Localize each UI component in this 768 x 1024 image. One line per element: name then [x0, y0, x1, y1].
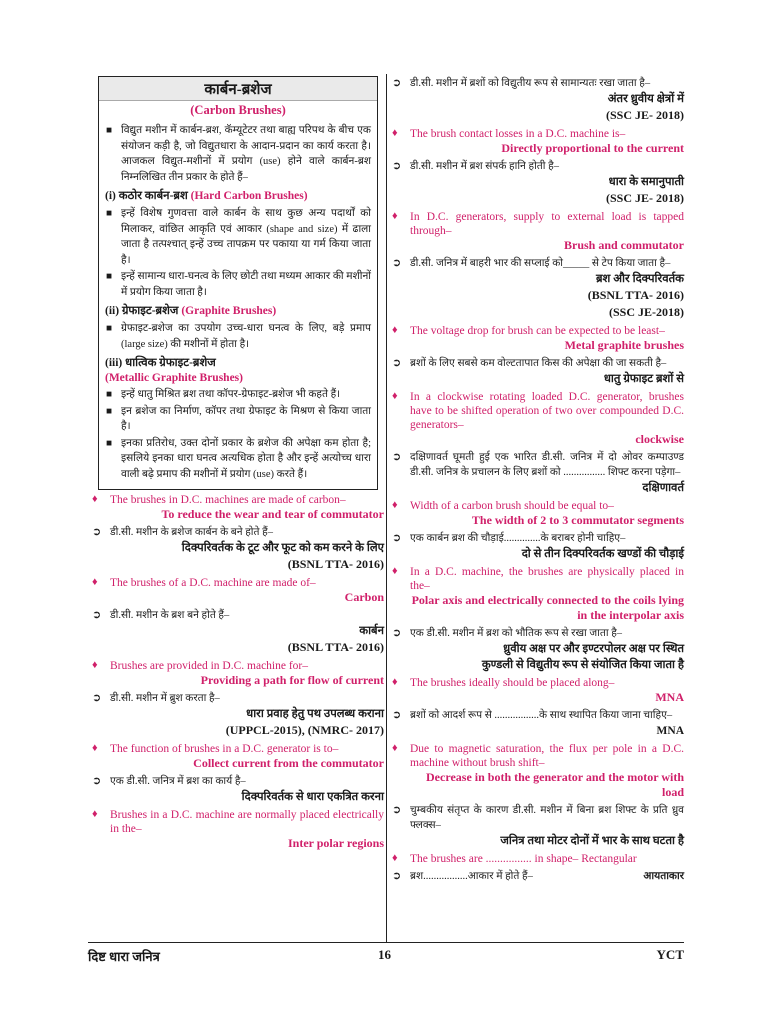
question-en: ♦ In D.C. generators, supply to external load is tapped through– Brush and commutator: [392, 210, 684, 252]
question-en: ♦ The brushes ideally should be placed along– MNA: [392, 676, 684, 704]
page-footer: [88, 942, 684, 965]
answer-hi: जनित्र तथा मोटर दोनों में भार के साथ घटता है: [500, 835, 684, 847]
arrow-bullet-icon: ➲: [92, 775, 102, 787]
answer-en: Carbon: [344, 590, 384, 604]
answer-en: Directly proportional to the current: [501, 141, 684, 155]
left-column: [88, 76, 384, 851]
question-hi: ➲ ब्रश.................आकार में होते हैं– आयताकार: [392, 870, 684, 882]
diamond-bullet-icon: ♦: [92, 493, 98, 505]
arrow-bullet-icon: ➲: [392, 357, 402, 369]
exam-reference: (BSNL TTA- 2016): [287, 640, 384, 654]
question-hi: ➲ एक डी.सी. मशीन में ब्रश को भौतिक रूप से रखा जाता है– ध्रुवीय अक्ष पर और इण्टरपोलर अक्ष पर स्थित कुण्डली से विद्युतीय रूप से संयोजित किया जाता है: [392, 627, 684, 671]
diamond-bullet-icon: ♦: [392, 565, 398, 577]
arrow-bullet-icon: ➲: [92, 526, 102, 538]
arrow-bullet-icon: ➲: [392, 870, 402, 882]
question-hi: ➲ डी.सी. मशीन में ब्रुश करता है– धारा प्रवाह हेतु पथ उपलब्ध कराना (UPPCL-2015), (NMRC- 2017): [92, 692, 384, 737]
answer-en: Decrease in both the generator and the motor with load: [426, 770, 684, 799]
diamond-bullet-icon: ♦: [392, 210, 398, 222]
diamond-bullet-icon: ♦: [392, 324, 398, 336]
exam-reference: (BSNL TTA- 2016): [587, 288, 684, 302]
publisher-mark: YCT: [656, 947, 684, 962]
diamond-bullet-icon: ♦: [92, 808, 98, 820]
answer-en: Brush and commutator: [563, 238, 684, 252]
box-subheading: (i) कठोर कार्बन-ब्रश (Hard Carbon Brushes): [105, 190, 308, 202]
question-hi: ➲ डी.सी. जनित्र में बाहरी भार की सप्लाई को_____ से टेप किया जाता है– ब्रश और दिक्परिवर्तक (BSNL TTA- 2016) (SSC JE-2018): [392, 257, 684, 319]
question-en: ♦ Width of a carbon brush should be equal to– The width of 2 to 3 commutator segments: [392, 499, 684, 527]
exam-reference: (BSNL TTA- 2016): [287, 557, 384, 571]
answer-hi: धारा प्रवाह हेतु पथ उपलब्ध कराना: [246, 708, 384, 720]
arrow-bullet-icon: ➲: [392, 627, 402, 639]
arrow-bullet-icon: ➲: [392, 77, 402, 89]
box-title-en: (Carbon Brushes): [190, 103, 286, 117]
box-paragraph: ■ इनका प्रतिरोध, उक्त दोनों प्रकार के ब्रशेज की अपेक्षा कम होता है; इसलिये इनका धारा घनत्व अत्यधिक होता है और इन्हें अत्योच्च धारा वाली बढ़े प्रमाप की मशीनों में प्रयोग (use) करते हैं।: [106, 437, 371, 480]
question-en: ♦ In a clockwise rotating loaded D.C. generator, brushes have to be shifted operation of two over compounded D.C. generators– clockwise: [392, 390, 684, 446]
box-paragraph: ■ इन्हें धातु मिश्रित ब्रश तथा कॉपर-ग्रेफाइट-ब्रशेज भी कहते हैं।: [99, 387, 377, 403]
arrow-bullet-icon: ➲: [392, 709, 402, 721]
arrow-bullet-icon: ➲: [92, 692, 102, 704]
answer-en: Inter polar regions: [287, 836, 384, 850]
answer-hi: दिक्परिवर्तक से धारा एकत्रित करना: [241, 791, 384, 803]
question-en: ♦ The brushes in D.C. machines are made of carbon– To reduce the wear and tear of commutator: [92, 493, 384, 521]
question-hi: ➲ एक डी.सी. जनित्र में ब्रश का कार्य है– दिक्परिवर्तक से धारा एकत्रित करना: [92, 775, 384, 803]
diamond-bullet-icon: ♦: [392, 499, 398, 511]
exam-reference: (UPPCL-2015), (NMRC- 2017): [225, 723, 384, 737]
question-en: ♦ In a D.C. machine, the brushes are physically placed in the– Polar axis and electrically connected to the coils lying in the interpolar axis: [392, 565, 684, 622]
box-paragraph: ■ इन ब्रशेज का निर्माण, कॉपर तथा ग्रेफाइट के मिश्रण से किया जाता है।: [106, 405, 371, 432]
question-en: ♦ The brushes of a D.C. machine are made of– Carbon: [92, 576, 384, 604]
arrow-bullet-icon: ➲: [392, 160, 402, 172]
answer-en: Collect current from the commutator: [193, 756, 384, 770]
box-paragraph: ■ इन्हें सामान्य धारा-घनत्व के लिए छोटी तथा मध्यम आकार की मशीनों में प्रयोग किया जाता है।: [106, 271, 371, 298]
box-paragraph: ■ इन्हें विशेष गुणवत्ता वाले कार्बन के साथ कुछ अन्य पदार्थों को मिलाकर, वांछित आकृति एवं आकार (shape and size) में ढाला जाता है तत्पश्चात् इन्हें उच्च तापक्रम पर पकाया या गर्म किया जाता है।: [106, 208, 371, 266]
diamond-bullet-icon: ♦: [392, 742, 398, 754]
diamond-bullet-icon: ♦: [392, 676, 398, 688]
question-en: ♦ Brushes in a D.C. machine are normally placed electrically in the– Inter polar regions: [92, 808, 384, 850]
question-hi: ➲ डी.सी. मशीन में ब्रशों को विद्युतीय रूप से सामान्यतः रखा जाता है– अंतर ध्रुवीय क्षेत्रों में (SSC JE- 2018): [392, 77, 684, 122]
answer-hi: धातु ग्रेफाइट ब्रशों से: [603, 373, 684, 385]
question-hi: ➲ एक कार्बन ब्रश की चौड़ाई..............के बराबर होनी चाहिए– दो से तीन दिक्परिवर्तक खण्डों की चौड़ाई: [392, 532, 684, 560]
question-en: ♦ The brush contact losses in a D.C. machine is– Directly proportional to the current: [392, 127, 684, 155]
answer-en: clockwise: [635, 432, 684, 446]
question-en: ♦ The voltage drop for brush can be expected to be least– Metal graphite brushes: [392, 324, 684, 352]
square-bullet-icon: ■: [106, 271, 113, 282]
answer-hi: ध्रुवीय अक्ष पर और इण्टरपोलर अक्ष पर स्थित: [503, 643, 684, 655]
square-bullet-icon: ■: [106, 208, 113, 219]
diamond-bullet-icon: ♦: [92, 659, 98, 671]
carbon-brushes-info-box: [98, 76, 378, 490]
question-hi: ➲ डी.सी. मशीन में ब्रश संपर्क हानि होती है– धारा के समानुपाती (SSC JE- 2018): [392, 160, 684, 205]
answer-en: To reduce the wear and tear of commutator: [161, 507, 384, 521]
square-bullet-icon: ■: [106, 323, 113, 334]
question-hi: ➲ चुम्बकीय संतृप्त के कारण डी.सी. मशीन में बिना ब्रश शिफ्ट के प्रति ध्रुव फ्लक्स– जनित्र तथा मोटर दोनों में भार के साथ घटता है: [392, 804, 684, 847]
column-divider: [386, 74, 387, 942]
question-en: ♦ Brushes are provided in D.C. machine for– Providing a path for flow of current: [92, 659, 384, 687]
square-bullet-icon: ■: [106, 405, 113, 417]
answer-hi: दो से तीन दिक्परिवर्तक खण्डों की चौड़ाई: [521, 548, 684, 560]
question-hi: ➲ ब्रशों को आदर्श रूप से .................के साथ स्थापित किया जाना चाहिए– MNA: [392, 709, 684, 737]
diamond-bullet-icon: ♦: [92, 576, 98, 588]
answer-hi: दिक्परिवर्तक के टूट और फूट को कम करने के लिए: [181, 542, 384, 554]
answer-hi: अंतर ध्रुवीय क्षेत्रों में: [607, 93, 684, 105]
answer-hi: दक्षिणावर्त: [642, 482, 684, 494]
box-paragraph: ■ ग्रेफाइट-ब्रशेज का उपयोग उच्च-धारा घनत्व के लिए, बड़े प्रमाप (large size) की मशीनों में होता है।: [106, 323, 371, 350]
question-hi: ➲ डी.सी. मशीन के ब्रशेज कार्बन के बने होते हैं– दिक्परिवर्तक के टूट और फूट को कम करने के लिए (BSNL TTA- 2016): [92, 526, 384, 571]
square-bullet-icon: ■: [106, 437, 113, 449]
box-subheading: (ii) ग्रेफाइट-ब्रशेज (Graphite Brushes): [105, 305, 277, 317]
arrow-bullet-icon: ➲: [392, 532, 402, 544]
square-bullet-icon: ■: [106, 125, 113, 136]
arrow-bullet-icon: ➲: [92, 609, 102, 621]
answer-hi: कुण्डली से विद्युतीय रूप से संयोजित किया जाता है: [481, 659, 684, 671]
question-hi: ➲ ब्रशों के लिए सबसे कम वोल्टतापात किस की अपेक्षा की जा सकती है– धातु ग्रेफाइट ब्रशों से: [392, 357, 684, 385]
answer-en: Polar axis and electrically connected to the coils lying in the interpolar axis: [411, 593, 684, 622]
footer-chapter-title: दिष्ट धारा जनित्र: [88, 949, 160, 964]
question-en: ♦ Due to magnetic saturation, the flux per pole in a D.C. machine without brush shift– Decrease in both the generator and the motor with load: [392, 742, 684, 799]
answer-hi: ब्रश और दिक्परिवर्तक: [595, 273, 684, 285]
exam-reference: (SSC JE- 2018): [605, 191, 684, 205]
arrow-bullet-icon: ➲: [392, 804, 402, 816]
question-hi: ➲ दक्षिणावर्त घूमती हुई एक भारित डी.सी. जनित्र में दो ओवर कम्पाउण्ड डी.सी. जनित्र के प्रचालन के लिए ब्रशों को ................ शिफ्ट करना पड़ेगा– दक्षिणावर्त: [392, 451, 684, 494]
square-bullet-icon: ■: [106, 389, 113, 400]
box-subheading-en: (Metallic Graphite Brushes): [105, 372, 243, 384]
diamond-bullet-icon: ♦: [392, 127, 398, 139]
answer-hi: धारा के समानुपाती: [608, 176, 684, 188]
arrow-bullet-icon: ➲: [392, 257, 402, 269]
box-paragraph: ■ विद्युत मशीन में कार्बन-ब्रश, कॅम्यूटेटर तथा बाह्य परिपथ के बीच एक संयोजन कड़ी है, जो विद्युतधारा के आदान-प्रदान का कार्य करता है। आजकल विद्युत-मशीनों में प्रयोग (use) होने वाले कार्बन-ब्रश निम्नलिखित तीन प्रकार के होते हैं–: [106, 125, 371, 183]
answer-en: The width of 2 to 3 commutator segments: [471, 513, 684, 527]
answer-hi: कार्बन: [359, 625, 384, 637]
answer-en: Providing a path for flow of current: [200, 673, 384, 687]
page-number: 16: [378, 947, 391, 962]
diamond-bullet-icon: ♦: [92, 742, 98, 754]
diamond-bullet-icon: ♦: [392, 390, 398, 402]
box-title: कार्बन-ब्रशेज: [99, 77, 377, 101]
arrow-bullet-icon: ➲: [392, 451, 402, 463]
exam-reference: (SSC JE- 2018): [605, 108, 684, 122]
right-column: [388, 76, 684, 884]
diamond-bullet-icon: ♦: [392, 852, 398, 864]
box-subheading: (iii) धात्विक ग्रेफाइट-ब्रशेज: [105, 357, 216, 369]
answer-en: Metal graphite brushes: [564, 338, 684, 352]
answer-hi: MNA: [656, 725, 684, 737]
exam-reference: (SSC JE-2018): [608, 305, 684, 319]
question-en: ♦ The function of brushes in a D.C. generator is to– Collect current from the commutator: [92, 742, 384, 770]
question-hi: ➲ डी.सी. मशीन के ब्रश बने होते हैं– कार्बन (BSNL TTA- 2016): [92, 609, 384, 654]
answer-en: MNA: [655, 690, 684, 704]
question-en: ♦ The brushes are ................ in shape– Rectangular: [392, 852, 637, 865]
